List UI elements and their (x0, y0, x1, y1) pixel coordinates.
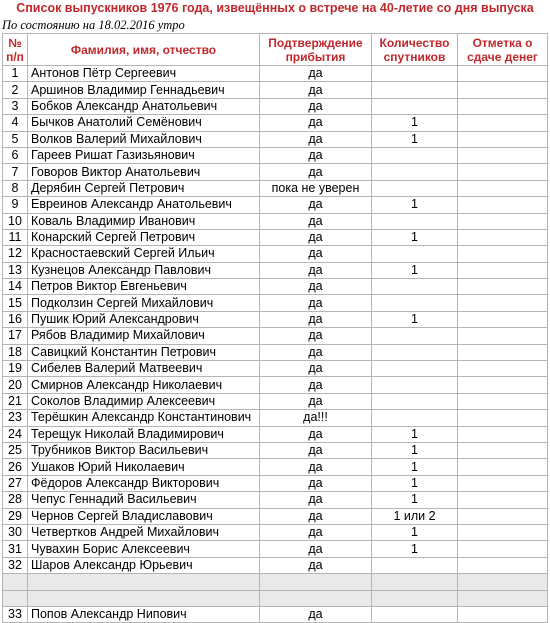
money-cell[interactable] (458, 492, 548, 508)
row-number-cell[interactable]: 30 (3, 524, 28, 540)
confirm-cell[interactable]: да (260, 475, 372, 491)
table-row (3, 213, 548, 229)
name-cell[interactable]: Говоров Виктор Анатольевич (28, 164, 260, 180)
table-row (3, 426, 548, 442)
table-row (3, 541, 548, 557)
name-cell[interactable]: Терёшкин Александр Константинович (28, 410, 260, 426)
companions-cell[interactable]: 1 (372, 229, 458, 245)
name-cell[interactable]: Ушаков Юрий Николаевич (28, 459, 260, 475)
row-number-cell[interactable]: 1 (3, 66, 28, 82)
money-cell[interactable] (458, 475, 548, 491)
table-body (3, 66, 548, 623)
row-number-cell[interactable]: 12 (3, 246, 28, 262)
name-cell[interactable]: Коваль Владимир Иванович (28, 213, 260, 229)
money-cell[interactable] (458, 557, 548, 573)
row-number-cell[interactable]: 25 (3, 442, 28, 458)
name-cell[interactable]: Волков Валерий Михайлович (28, 131, 260, 147)
empty-cell[interactable] (260, 590, 372, 606)
empty-cell[interactable] (28, 574, 260, 590)
money-cell[interactable] (458, 115, 548, 131)
table-row (3, 246, 548, 262)
money-cell[interactable] (458, 131, 548, 147)
table-row (3, 344, 548, 360)
table-row (3, 98, 548, 114)
row-number-cell[interactable]: 15 (3, 295, 28, 311)
companions-cell[interactable] (372, 557, 458, 573)
companions-cell[interactable] (372, 279, 458, 295)
confirm-cell[interactable]: да (260, 557, 372, 573)
confirm-cell[interactable]: пока не уверен (260, 180, 372, 196)
companions-cell[interactable]: 1 (372, 426, 458, 442)
name-cell[interactable]: Конарский Сергей Петрович (28, 229, 260, 245)
table-row (3, 524, 548, 540)
companions-cell[interactable]: 1 (372, 131, 458, 147)
table-row (3, 180, 548, 196)
table-row (3, 197, 548, 213)
row-number-cell[interactable]: 28 (3, 492, 28, 508)
row-number-cell[interactable]: 32 (3, 557, 28, 573)
row-number-cell[interactable]: 9 (3, 197, 28, 213)
money-cell[interactable] (458, 279, 548, 295)
money-cell[interactable] (458, 361, 548, 377)
name-cell[interactable]: Гареев Ришат Газизьянович (28, 147, 260, 163)
table-row (3, 557, 548, 573)
name-cell[interactable]: Чувахин Борис Алексеевич (28, 541, 260, 557)
row-number-cell[interactable]: 24 (3, 426, 28, 442)
confirm-cell[interactable]: да (260, 328, 372, 344)
name-cell[interactable]: Терещук Николай Владимирович (28, 426, 260, 442)
row-number-cell[interactable]: 11 (3, 229, 28, 245)
empty-cell[interactable] (458, 574, 548, 590)
name-cell[interactable]: Аршинов Владимир Геннадьевич (28, 82, 260, 98)
table-row (3, 279, 548, 295)
confirm-cell[interactable]: да (260, 164, 372, 180)
companions-cell[interactable] (372, 147, 458, 163)
confirm-cell[interactable]: да (260, 606, 372, 622)
confirm-cell[interactable]: да (260, 344, 372, 360)
row-number-cell[interactable]: 33 (3, 606, 28, 622)
companions-cell[interactable] (372, 344, 458, 360)
row-number-cell[interactable]: 3 (3, 98, 28, 114)
companions-cell[interactable] (372, 295, 458, 311)
confirm-cell[interactable]: да (260, 361, 372, 377)
table-row (3, 82, 548, 98)
money-cell[interactable] (458, 246, 548, 262)
confirm-cell[interactable]: да (260, 295, 372, 311)
status-date: По состоянию на 18.02.2016 утро (2, 18, 185, 32)
companions-cell[interactable] (372, 213, 458, 229)
row-number-cell[interactable]: 17 (3, 328, 28, 344)
row-number-cell[interactable]: 29 (3, 508, 28, 524)
row-number-cell[interactable]: 6 (3, 147, 28, 163)
money-cell[interactable] (458, 410, 548, 426)
companions-cell[interactable] (372, 98, 458, 114)
name-cell[interactable]: Петров Виктор Евгеньевич (28, 279, 260, 295)
companions-cell[interactable]: 1 (372, 311, 458, 327)
table-row (3, 459, 548, 475)
name-cell[interactable]: Смирнов Александр Николаевич (28, 377, 260, 393)
money-cell[interactable] (458, 229, 548, 245)
companions-cell[interactable]: 1 (372, 541, 458, 557)
row-number-cell[interactable]: 23 (3, 410, 28, 426)
empty-row (3, 574, 548, 590)
money-cell[interactable] (458, 508, 548, 524)
row-number-cell[interactable]: 20 (3, 377, 28, 393)
companions-cell[interactable] (372, 82, 458, 98)
table-row (3, 311, 548, 327)
money-cell[interactable] (458, 377, 548, 393)
header-name[interactable]: Фамилия, имя, отчество (28, 34, 260, 66)
row-number-cell[interactable]: 31 (3, 541, 28, 557)
row-number-cell[interactable]: 21 (3, 393, 28, 409)
name-cell[interactable]: Подколзин Сергей Михайлович (28, 295, 260, 311)
companions-cell[interactable]: 1 (372, 492, 458, 508)
table-row (3, 508, 548, 524)
name-cell[interactable]: Чепус Геннадий Васильевич (28, 492, 260, 508)
money-cell[interactable] (458, 328, 548, 344)
table-row (3, 147, 548, 163)
row-number-cell[interactable]: 14 (3, 279, 28, 295)
row-number-cell[interactable]: 16 (3, 311, 28, 327)
money-cell[interactable] (458, 98, 548, 114)
name-cell[interactable]: Четвертков Андрей Михайлович (28, 524, 260, 540)
header-confirm[interactable]: Подтверждение прибытия (260, 34, 372, 66)
companions-cell[interactable] (372, 246, 458, 262)
money-cell[interactable] (458, 426, 548, 442)
table-row (3, 115, 548, 131)
empty-cell[interactable] (3, 574, 28, 590)
empty-row (3, 590, 548, 606)
table-row (3, 410, 548, 426)
row-number-cell[interactable]: 2 (3, 82, 28, 98)
table-row (3, 66, 548, 82)
name-cell[interactable]: Дерябин Сергей Петрович (28, 180, 260, 196)
row-number-cell[interactable]: 18 (3, 344, 28, 360)
confirm-cell[interactable]: да (260, 377, 372, 393)
money-cell[interactable] (458, 442, 548, 458)
confirm-cell[interactable]: да (260, 492, 372, 508)
table-row (3, 475, 548, 491)
sheet-title: Список выпускников 1976 года, извещённых о встрече на 40-летие со дня выпуска (16, 1, 534, 15)
confirm-cell[interactable]: да!!! (260, 410, 372, 426)
confirm-cell[interactable]: да (260, 66, 372, 82)
money-cell[interactable] (458, 197, 548, 213)
name-cell[interactable]: Евреинов Александр Анатольевич (28, 197, 260, 213)
companions-cell[interactable]: 1 (372, 524, 458, 540)
companions-cell[interactable] (372, 361, 458, 377)
empty-cell[interactable] (260, 574, 372, 590)
table-row (3, 361, 548, 377)
money-cell[interactable] (458, 606, 548, 622)
confirm-cell[interactable]: да (260, 246, 372, 262)
companions-cell[interactable] (372, 377, 458, 393)
confirm-cell[interactable]: да (260, 426, 372, 442)
confirm-cell[interactable]: да (260, 524, 372, 540)
confirm-cell[interactable]: да (260, 508, 372, 524)
companions-cell[interactable]: 1 (372, 197, 458, 213)
confirm-cell[interactable]: да (260, 393, 372, 409)
confirm-cell[interactable]: да (260, 98, 372, 114)
companions-cell[interactable] (372, 393, 458, 409)
table-row (3, 377, 548, 393)
companions-cell[interactable] (372, 180, 458, 196)
confirm-cell[interactable]: да (260, 147, 372, 163)
empty-cell[interactable] (458, 590, 548, 606)
money-cell[interactable] (458, 311, 548, 327)
money-cell[interactable] (458, 164, 548, 180)
confirm-cell[interactable]: да (260, 279, 372, 295)
money-cell[interactable] (458, 180, 548, 196)
name-cell[interactable]: Соколов Владимир Алексеевич (28, 393, 260, 409)
row-number-cell[interactable]: 5 (3, 131, 28, 147)
money-cell[interactable] (458, 147, 548, 163)
name-cell[interactable]: Антонов Пётр Сергеевич (28, 66, 260, 82)
header-companions[interactable]: Количество спутников (372, 34, 458, 66)
confirm-cell[interactable]: да (260, 541, 372, 557)
table-row (3, 606, 548, 622)
money-cell[interactable] (458, 393, 548, 409)
name-cell[interactable]: Бычков Анатолий Семёнович (28, 115, 260, 131)
money-cell[interactable] (458, 213, 548, 229)
confirm-cell[interactable]: да (260, 197, 372, 213)
money-cell[interactable] (458, 262, 548, 278)
name-cell[interactable]: Рябов Владимир Михайлович (28, 328, 260, 344)
companions-cell[interactable] (372, 328, 458, 344)
companions-cell[interactable] (372, 410, 458, 426)
money-cell[interactable] (458, 541, 548, 557)
name-cell[interactable]: Чернов Сергей Владиславович (28, 508, 260, 524)
name-cell[interactable]: Красностаевский Сергей Ильич (28, 246, 260, 262)
empty-cell[interactable] (3, 590, 28, 606)
companions-cell[interactable]: 1 (372, 442, 458, 458)
companions-cell[interactable] (372, 164, 458, 180)
confirm-cell[interactable]: да (260, 115, 372, 131)
confirm-cell[interactable]: да (260, 442, 372, 458)
money-cell[interactable] (458, 344, 548, 360)
row-number-cell[interactable]: 10 (3, 213, 28, 229)
companions-cell[interactable] (372, 66, 458, 82)
companions-cell[interactable]: 1 (372, 475, 458, 491)
companions-cell[interactable]: 1 (372, 262, 458, 278)
table-row (3, 131, 548, 147)
table-row (3, 492, 548, 508)
header-money[interactable]: Отметка о сдаче денег (458, 34, 548, 66)
table-row (3, 328, 548, 344)
confirm-cell[interactable]: да (260, 229, 372, 245)
graduates-table (2, 33, 548, 623)
empty-cell[interactable] (372, 590, 458, 606)
empty-cell[interactable] (372, 574, 458, 590)
name-cell[interactable]: Кузнецов Александр Павлович (28, 262, 260, 278)
companions-cell[interactable]: 1 или 2 (372, 508, 458, 524)
money-cell[interactable] (458, 295, 548, 311)
money-cell[interactable] (458, 82, 548, 98)
header-row (3, 34, 548, 66)
row-number-cell[interactable]: 27 (3, 475, 28, 491)
confirm-cell[interactable]: да (260, 311, 372, 327)
row-number-cell[interactable]: 26 (3, 459, 28, 475)
name-cell[interactable]: Сибелев Валерий Матвеевич (28, 361, 260, 377)
table-row (3, 393, 548, 409)
name-cell[interactable]: Трубников Виктор Васильевич (28, 442, 260, 458)
name-cell[interactable]: Попов Александр Нипович (28, 606, 260, 622)
confirm-cell[interactable]: да (260, 131, 372, 147)
row-number-cell[interactable]: 8 (3, 180, 28, 196)
row-number-cell[interactable]: 13 (3, 262, 28, 278)
name-cell[interactable]: Пушик Юрий Александрович (28, 311, 260, 327)
row-number-cell[interactable]: 4 (3, 115, 28, 131)
table-row (3, 262, 548, 278)
money-cell[interactable] (458, 459, 548, 475)
confirm-cell[interactable]: да (260, 82, 372, 98)
header-num[interactable]: № п/п (3, 34, 28, 66)
empty-cell[interactable] (28, 590, 260, 606)
table-row (3, 229, 548, 245)
name-cell[interactable]: Фёдоров Александр Викторович (28, 475, 260, 491)
confirm-cell[interactable]: да (260, 213, 372, 229)
row-number-cell[interactable]: 19 (3, 361, 28, 377)
companions-cell[interactable] (372, 606, 458, 622)
table-row (3, 164, 548, 180)
row-number-cell[interactable]: 7 (3, 164, 28, 180)
money-cell[interactable] (458, 524, 548, 540)
name-cell[interactable]: Бобков Александр Анатольевич (28, 98, 260, 114)
name-cell[interactable]: Шаров Александр Юрьевич (28, 557, 260, 573)
table-row (3, 442, 548, 458)
confirm-cell[interactable]: да (260, 459, 372, 475)
money-cell[interactable] (458, 66, 548, 82)
table-row (3, 295, 548, 311)
name-cell[interactable]: Савицкий Константин Петрович (28, 344, 260, 360)
companions-cell[interactable]: 1 (372, 459, 458, 475)
confirm-cell[interactable]: да (260, 262, 372, 278)
companions-cell[interactable]: 1 (372, 115, 458, 131)
